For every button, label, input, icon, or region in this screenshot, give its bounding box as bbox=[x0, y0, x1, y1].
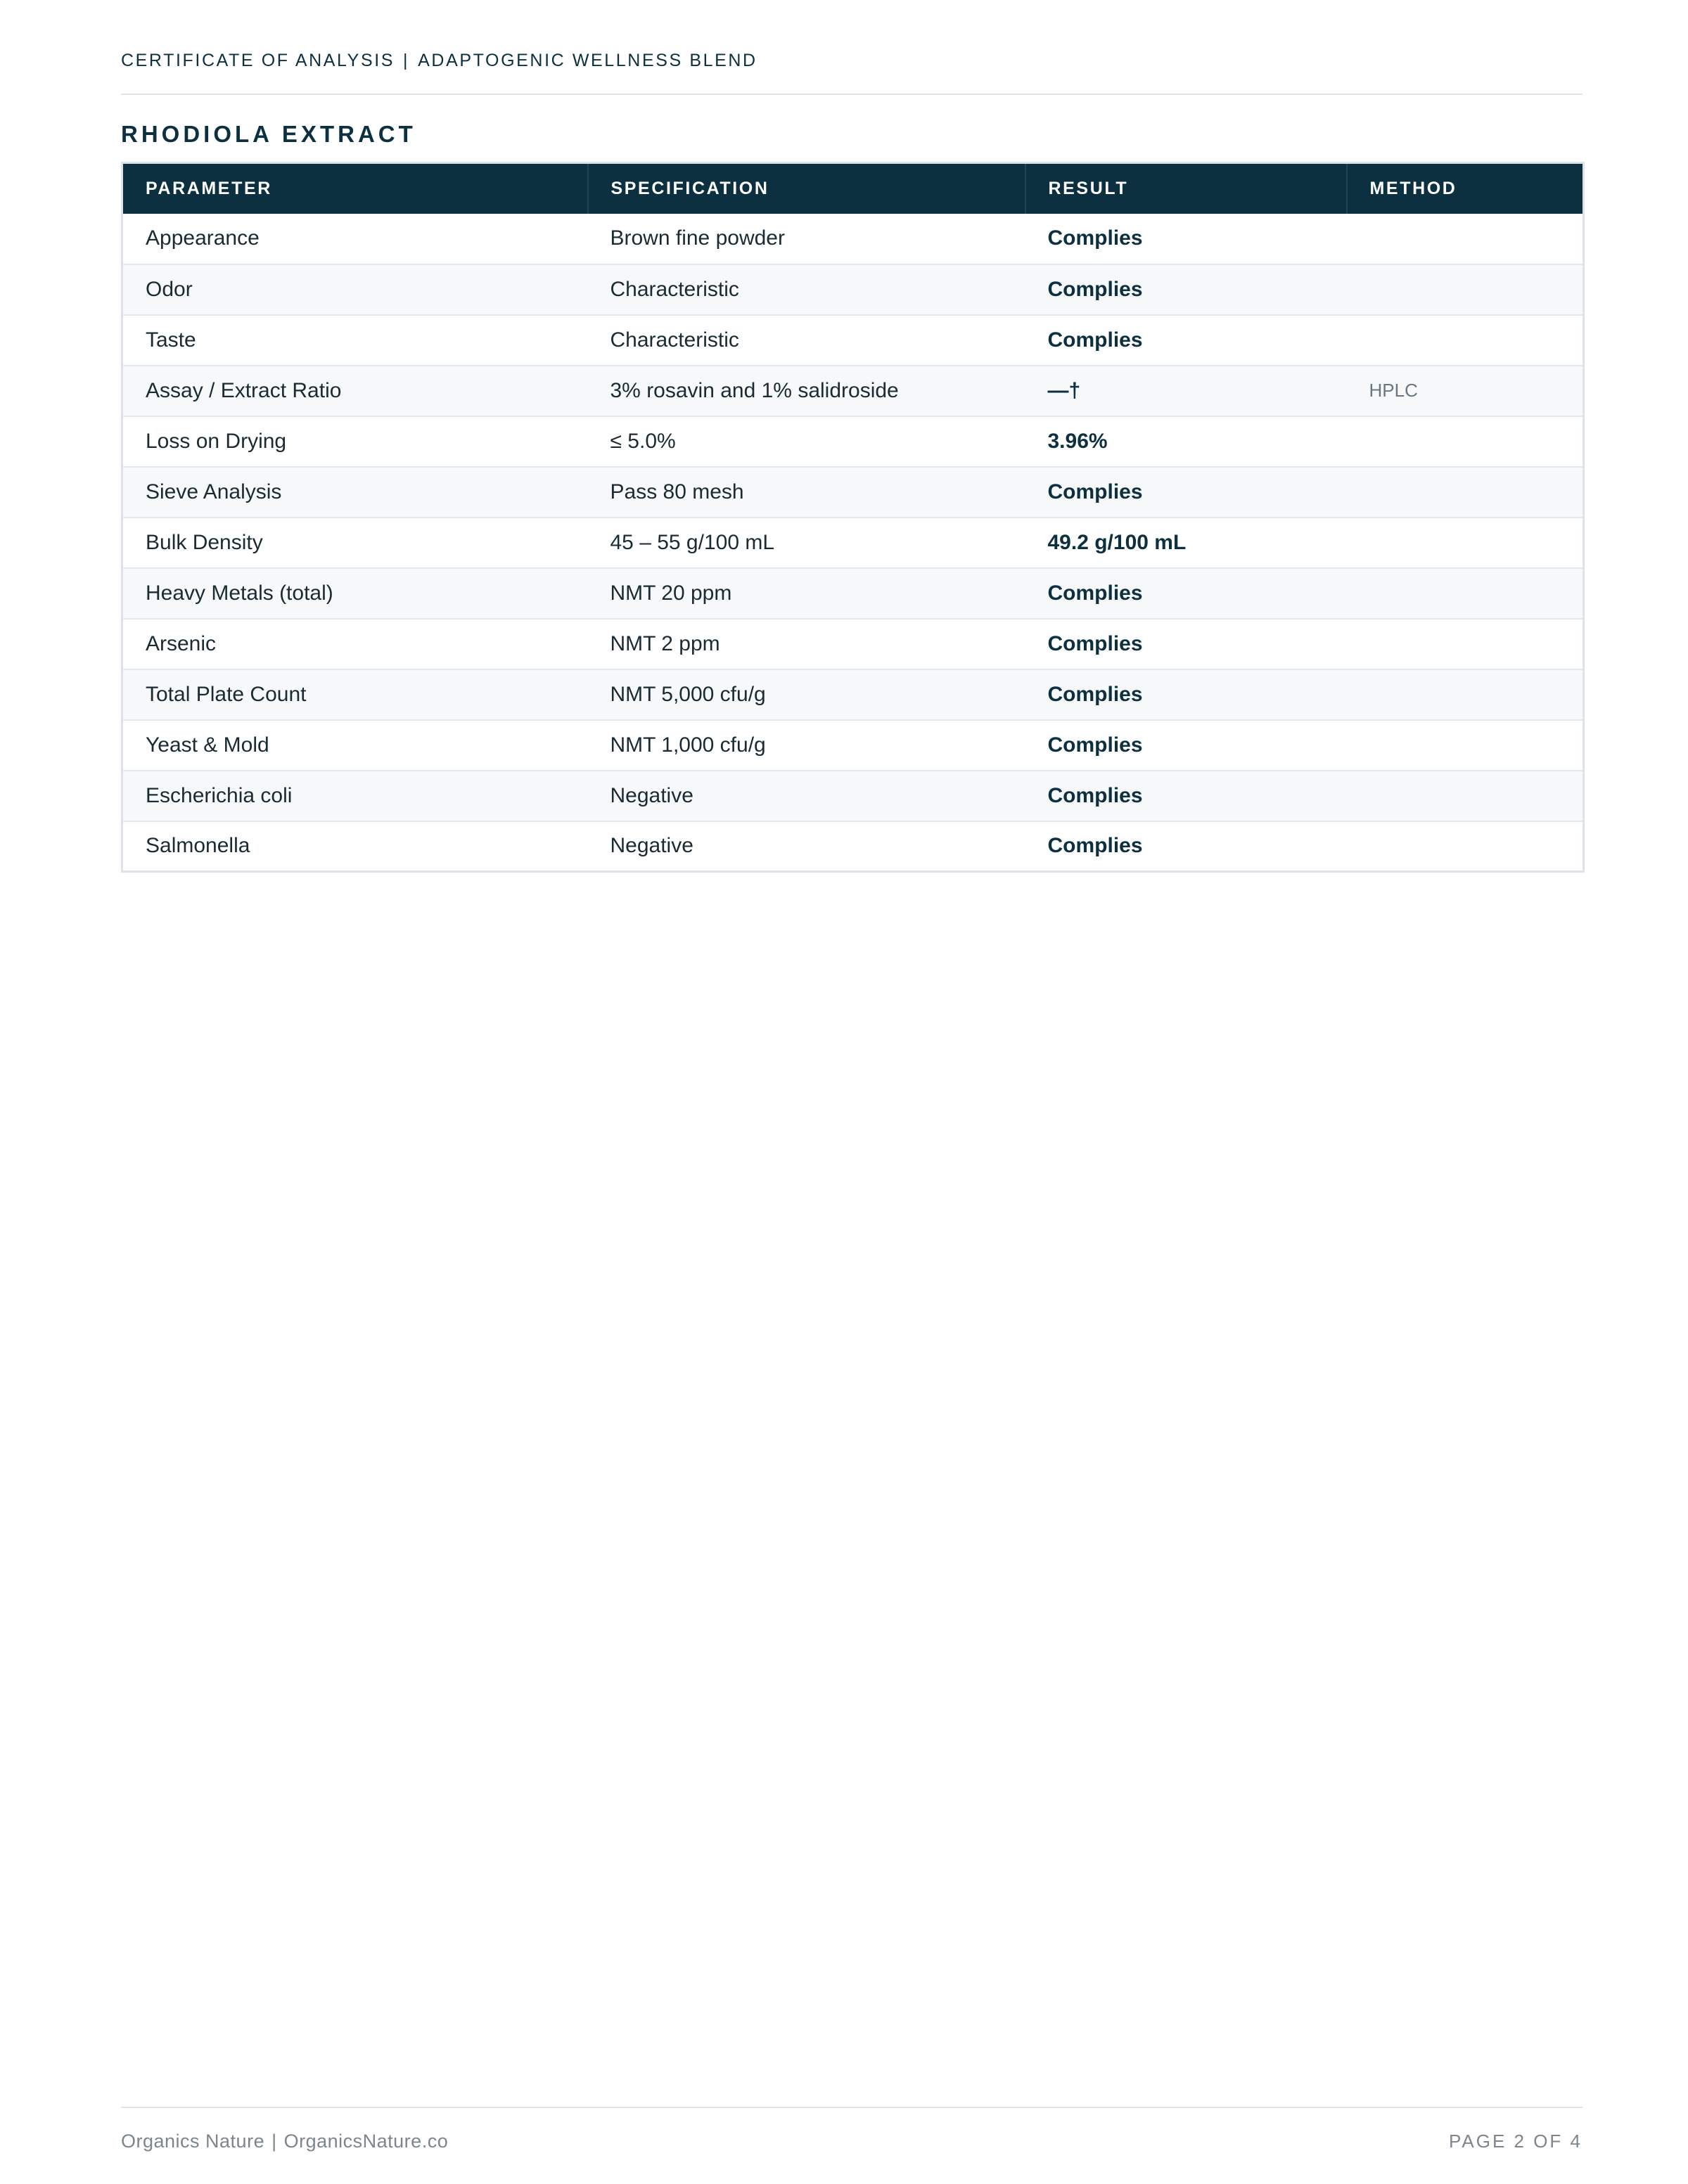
method-cell bbox=[1347, 568, 1584, 619]
parameter-cell: Bulk Density bbox=[122, 518, 588, 568]
page-number: PAGE 2 OF 4 bbox=[1448, 2131, 1582, 2152]
method-cell bbox=[1347, 214, 1584, 264]
specification-cell: NMT 5,000 cfu/g bbox=[588, 669, 1025, 720]
parameter-cell: Assay / Extract Ratio bbox=[122, 366, 588, 416]
result-cell: 3.96% bbox=[1025, 416, 1347, 467]
column-header-specification: SPECIFICATION bbox=[588, 163, 1025, 214]
result-cell: Complies bbox=[1025, 568, 1347, 619]
table-row bbox=[122, 568, 1584, 619]
result-cell: Complies bbox=[1025, 669, 1347, 720]
table-row bbox=[122, 720, 1584, 771]
result-cell: Complies bbox=[1025, 315, 1347, 366]
parameter-cell: Appearance bbox=[122, 214, 588, 264]
specification-cell: ≤ 5.0% bbox=[588, 416, 1025, 467]
parameter-cell: Escherichia coli bbox=[122, 771, 588, 821]
specification-cell: 45 – 55 g/100 mL bbox=[588, 518, 1025, 568]
table-row bbox=[122, 214, 1584, 264]
document-type: CERTIFICATE OF ANALYSIS bbox=[121, 51, 395, 70]
specification-cell: Brown fine powder bbox=[588, 214, 1025, 264]
company-website: OrganicsNature.co bbox=[283, 2131, 449, 2152]
parameter-cell: Taste bbox=[122, 315, 588, 366]
table-row bbox=[122, 669, 1584, 720]
method-cell bbox=[1347, 821, 1584, 872]
document-page bbox=[121, 0, 1582, 2184]
table-row bbox=[122, 771, 1584, 821]
parameter-cell: Loss on Drying bbox=[122, 416, 588, 467]
parameter-cell: Sieve Analysis bbox=[122, 467, 588, 518]
result-cell: Complies bbox=[1025, 467, 1347, 518]
method-cell: HPLC bbox=[1347, 366, 1584, 416]
header-divider bbox=[121, 94, 1582, 95]
specification-cell: Characteristic bbox=[588, 315, 1025, 366]
parameter-cell: Total Plate Count bbox=[122, 669, 588, 720]
method-cell bbox=[1347, 669, 1584, 720]
specification-cell: Negative bbox=[588, 771, 1025, 821]
specification-cell: NMT 1,000 cfu/g bbox=[588, 720, 1025, 771]
result-cell: Complies bbox=[1047, 834, 1143, 858]
table-row bbox=[122, 315, 1584, 366]
result-cell: Complies bbox=[1025, 214, 1347, 264]
specification-cell: Negative bbox=[610, 834, 693, 858]
column-header-parameter: PARAMETER bbox=[122, 163, 588, 214]
table-row bbox=[122, 366, 1584, 416]
specification-cell: Pass 80 mesh bbox=[588, 467, 1025, 518]
footer-company-info bbox=[121, 2131, 448, 2152]
method-cell bbox=[1347, 720, 1584, 771]
parameter-cell: Salmonella bbox=[146, 834, 250, 858]
product-name: ADAPTOGENIC WELLNESS BLEND bbox=[418, 51, 757, 70]
result-cell: Complies bbox=[1025, 619, 1347, 669]
parameter-cell: Odor bbox=[122, 264, 588, 315]
parameter-cell: Heavy Metals (total) bbox=[122, 568, 588, 619]
result-cell: Complies bbox=[1025, 720, 1347, 771]
method-cell bbox=[1347, 467, 1584, 518]
table-row bbox=[122, 467, 1584, 518]
section-title: RHODIOLA EXTRACT bbox=[121, 121, 416, 147]
result-cell: 49.2 g/100 mL bbox=[1025, 518, 1347, 568]
result-cell: Complies bbox=[1025, 264, 1347, 315]
specification-cell: Characteristic bbox=[588, 264, 1025, 315]
result-cell: Complies bbox=[1025, 771, 1347, 821]
method-cell bbox=[1347, 264, 1584, 315]
footer-divider bbox=[121, 2107, 1582, 2108]
specification-cell: NMT 2 ppm bbox=[588, 619, 1025, 669]
column-header-method: METHOD bbox=[1369, 178, 1457, 198]
table-row bbox=[122, 821, 1584, 872]
column-header-result: RESULT bbox=[1025, 163, 1347, 214]
company-name: Organics Nature bbox=[121, 2131, 265, 2152]
specification-cell: NMT 20 ppm bbox=[588, 568, 1025, 619]
table-header-row bbox=[122, 163, 1584, 214]
method-cell bbox=[1347, 619, 1584, 669]
document-header bbox=[121, 51, 1582, 71]
result-cell: —† bbox=[1025, 366, 1347, 416]
table-row bbox=[122, 518, 1584, 568]
parameter-cell: Yeast & Mold bbox=[122, 720, 588, 771]
analysis-table bbox=[121, 162, 1585, 873]
parameter-cell: Arsenic bbox=[122, 619, 588, 669]
table-row bbox=[122, 416, 1584, 467]
table-row bbox=[122, 619, 1584, 669]
footer-separator: | bbox=[271, 2131, 277, 2152]
method-cell bbox=[1347, 518, 1584, 568]
header-separator: | bbox=[403, 51, 410, 70]
specification-cell: 3% rosavin and 1% salidroside bbox=[588, 366, 1025, 416]
method-cell bbox=[1347, 315, 1584, 366]
method-cell bbox=[1347, 771, 1584, 821]
table-row bbox=[122, 264, 1584, 315]
method-cell bbox=[1347, 416, 1584, 467]
table-body bbox=[122, 214, 1584, 872]
